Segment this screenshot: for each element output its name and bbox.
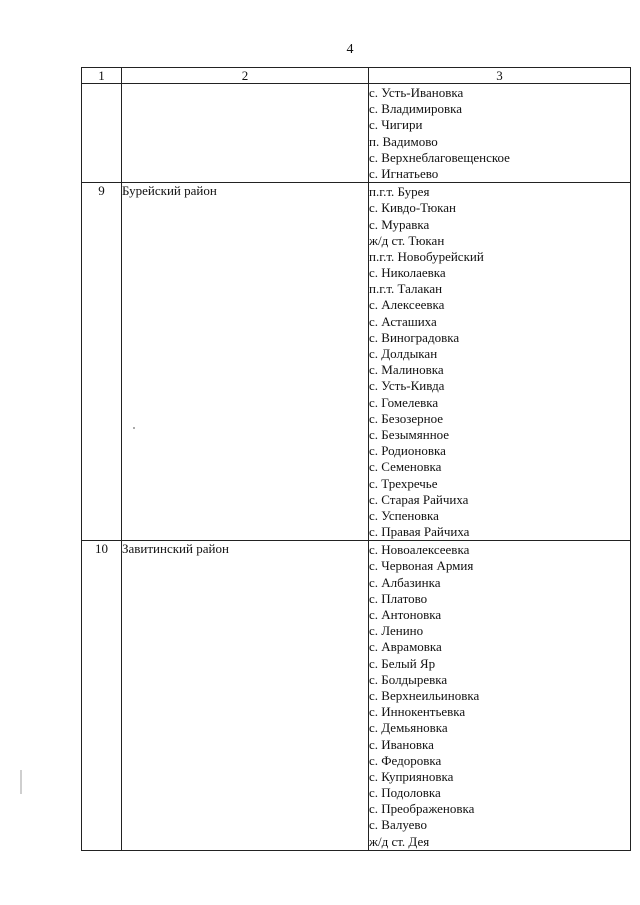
settlement-item: с. Усть-Ивановка	[369, 85, 464, 100]
table-body	[82, 84, 631, 851]
scan-artifact-top	[590, 2, 630, 6]
settlement-item: с. Усть-Кивда	[369, 378, 445, 394]
settlement-item: с. Правая Райчиха	[369, 524, 470, 540]
settlement-item: с. Ленино	[369, 623, 424, 639]
settlement-item: с. Албазинка	[369, 574, 441, 590]
settlement-item: с. Старая Райчиха	[369, 491, 469, 507]
settlements-list	[369, 183, 631, 541]
table-row	[82, 541, 631, 851]
settlement-item: с. Успеновка	[369, 507, 439, 523]
settlement-item: с. Владимировка	[369, 101, 462, 117]
settlement-item: с. Верхнеблаговещенское	[369, 149, 510, 165]
settlement-item: с. Долдыкан	[369, 346, 438, 361]
settlement-item: с. Новоалексеевка	[369, 542, 470, 558]
settlements-table	[81, 67, 631, 851]
table-header-row	[82, 68, 631, 84]
settlement-item: с. Преображеновка	[369, 801, 475, 817]
settlement-item: с. Болдыревка	[369, 671, 448, 687]
scan-artifact-left	[20, 770, 22, 794]
settlement-item: с. Гомелевка	[369, 394, 439, 410]
settlement-item: п. Вадимово	[369, 133, 438, 149]
header-col-3: 3	[369, 68, 631, 84]
settlement-item: ж/д ст. Дея	[369, 833, 430, 849]
settlement-item: с. Асташиха	[369, 313, 437, 329]
district-name: Завитинский район	[122, 541, 369, 851]
settlement-item: с. Алексеевка	[369, 297, 445, 313]
settlement-item: с. Червоная Армия	[369, 558, 474, 574]
settlements-list	[369, 541, 631, 851]
settlement-item: с. Виноградовка	[369, 329, 460, 345]
settlement-item: с. Муравка	[369, 216, 430, 232]
settlement-item: с. Кивдо-Тюкан	[369, 200, 457, 216]
district-name	[122, 84, 369, 183]
settlement-item: п.г.т. Талакан	[369, 281, 443, 297]
settlement-item: п.г.т. Новобурейский	[369, 248, 484, 264]
header-col-1: 1	[82, 68, 122, 84]
table-row	[82, 84, 631, 183]
page-number: 4	[346, 42, 354, 57]
settlement-item: с. Платово	[369, 590, 428, 606]
settlement-item: с. Аврамовка	[369, 639, 442, 655]
settlement-item: с. Верхнеильиновка	[369, 687, 480, 703]
row-number	[82, 84, 122, 183]
settlement-item: с. Николаевка	[369, 265, 446, 281]
settlement-item: с. Игнатьево	[369, 165, 439, 181]
table-row	[82, 183, 631, 541]
settlement-item: с. Валуево	[369, 817, 427, 833]
settlement-item: с. Иннокентьевка	[369, 704, 466, 720]
settlement-item: с. Безымянное	[369, 426, 450, 442]
settlement-item: п.г.т. Бурея	[369, 184, 430, 200]
settlement-item: с. Федоровка	[369, 752, 442, 768]
settlement-item: с. Подоловка	[369, 785, 441, 801]
settlement-item: с. Семеновка	[369, 459, 442, 475]
settlement-item: с. Безозерное	[369, 410, 444, 426]
row-number: 10	[82, 541, 122, 851]
district-name: Бурейский район	[122, 183, 369, 541]
settlement-item: с. Чигири	[369, 117, 423, 133]
settlement-item: с. Антоновка	[369, 607, 442, 622]
settlement-item: с. Трехречье	[369, 475, 438, 491]
settlement-item: с. Малиновка	[369, 362, 444, 378]
settlement-item: с. Ивановка	[369, 736, 434, 752]
settlement-item: с. Родионовка	[369, 443, 446, 459]
settlement-item: с. Демьяновка	[369, 720, 448, 736]
header-col-2: 2	[122, 68, 369, 84]
settlement-item: ж/д ст. Тюкан	[369, 232, 445, 248]
settlement-item: с. Куприяновка	[369, 768, 454, 784]
settlements-list	[369, 84, 631, 183]
row-number: 9	[82, 183, 122, 541]
settlement-item: с. Белый Яр	[369, 655, 436, 671]
